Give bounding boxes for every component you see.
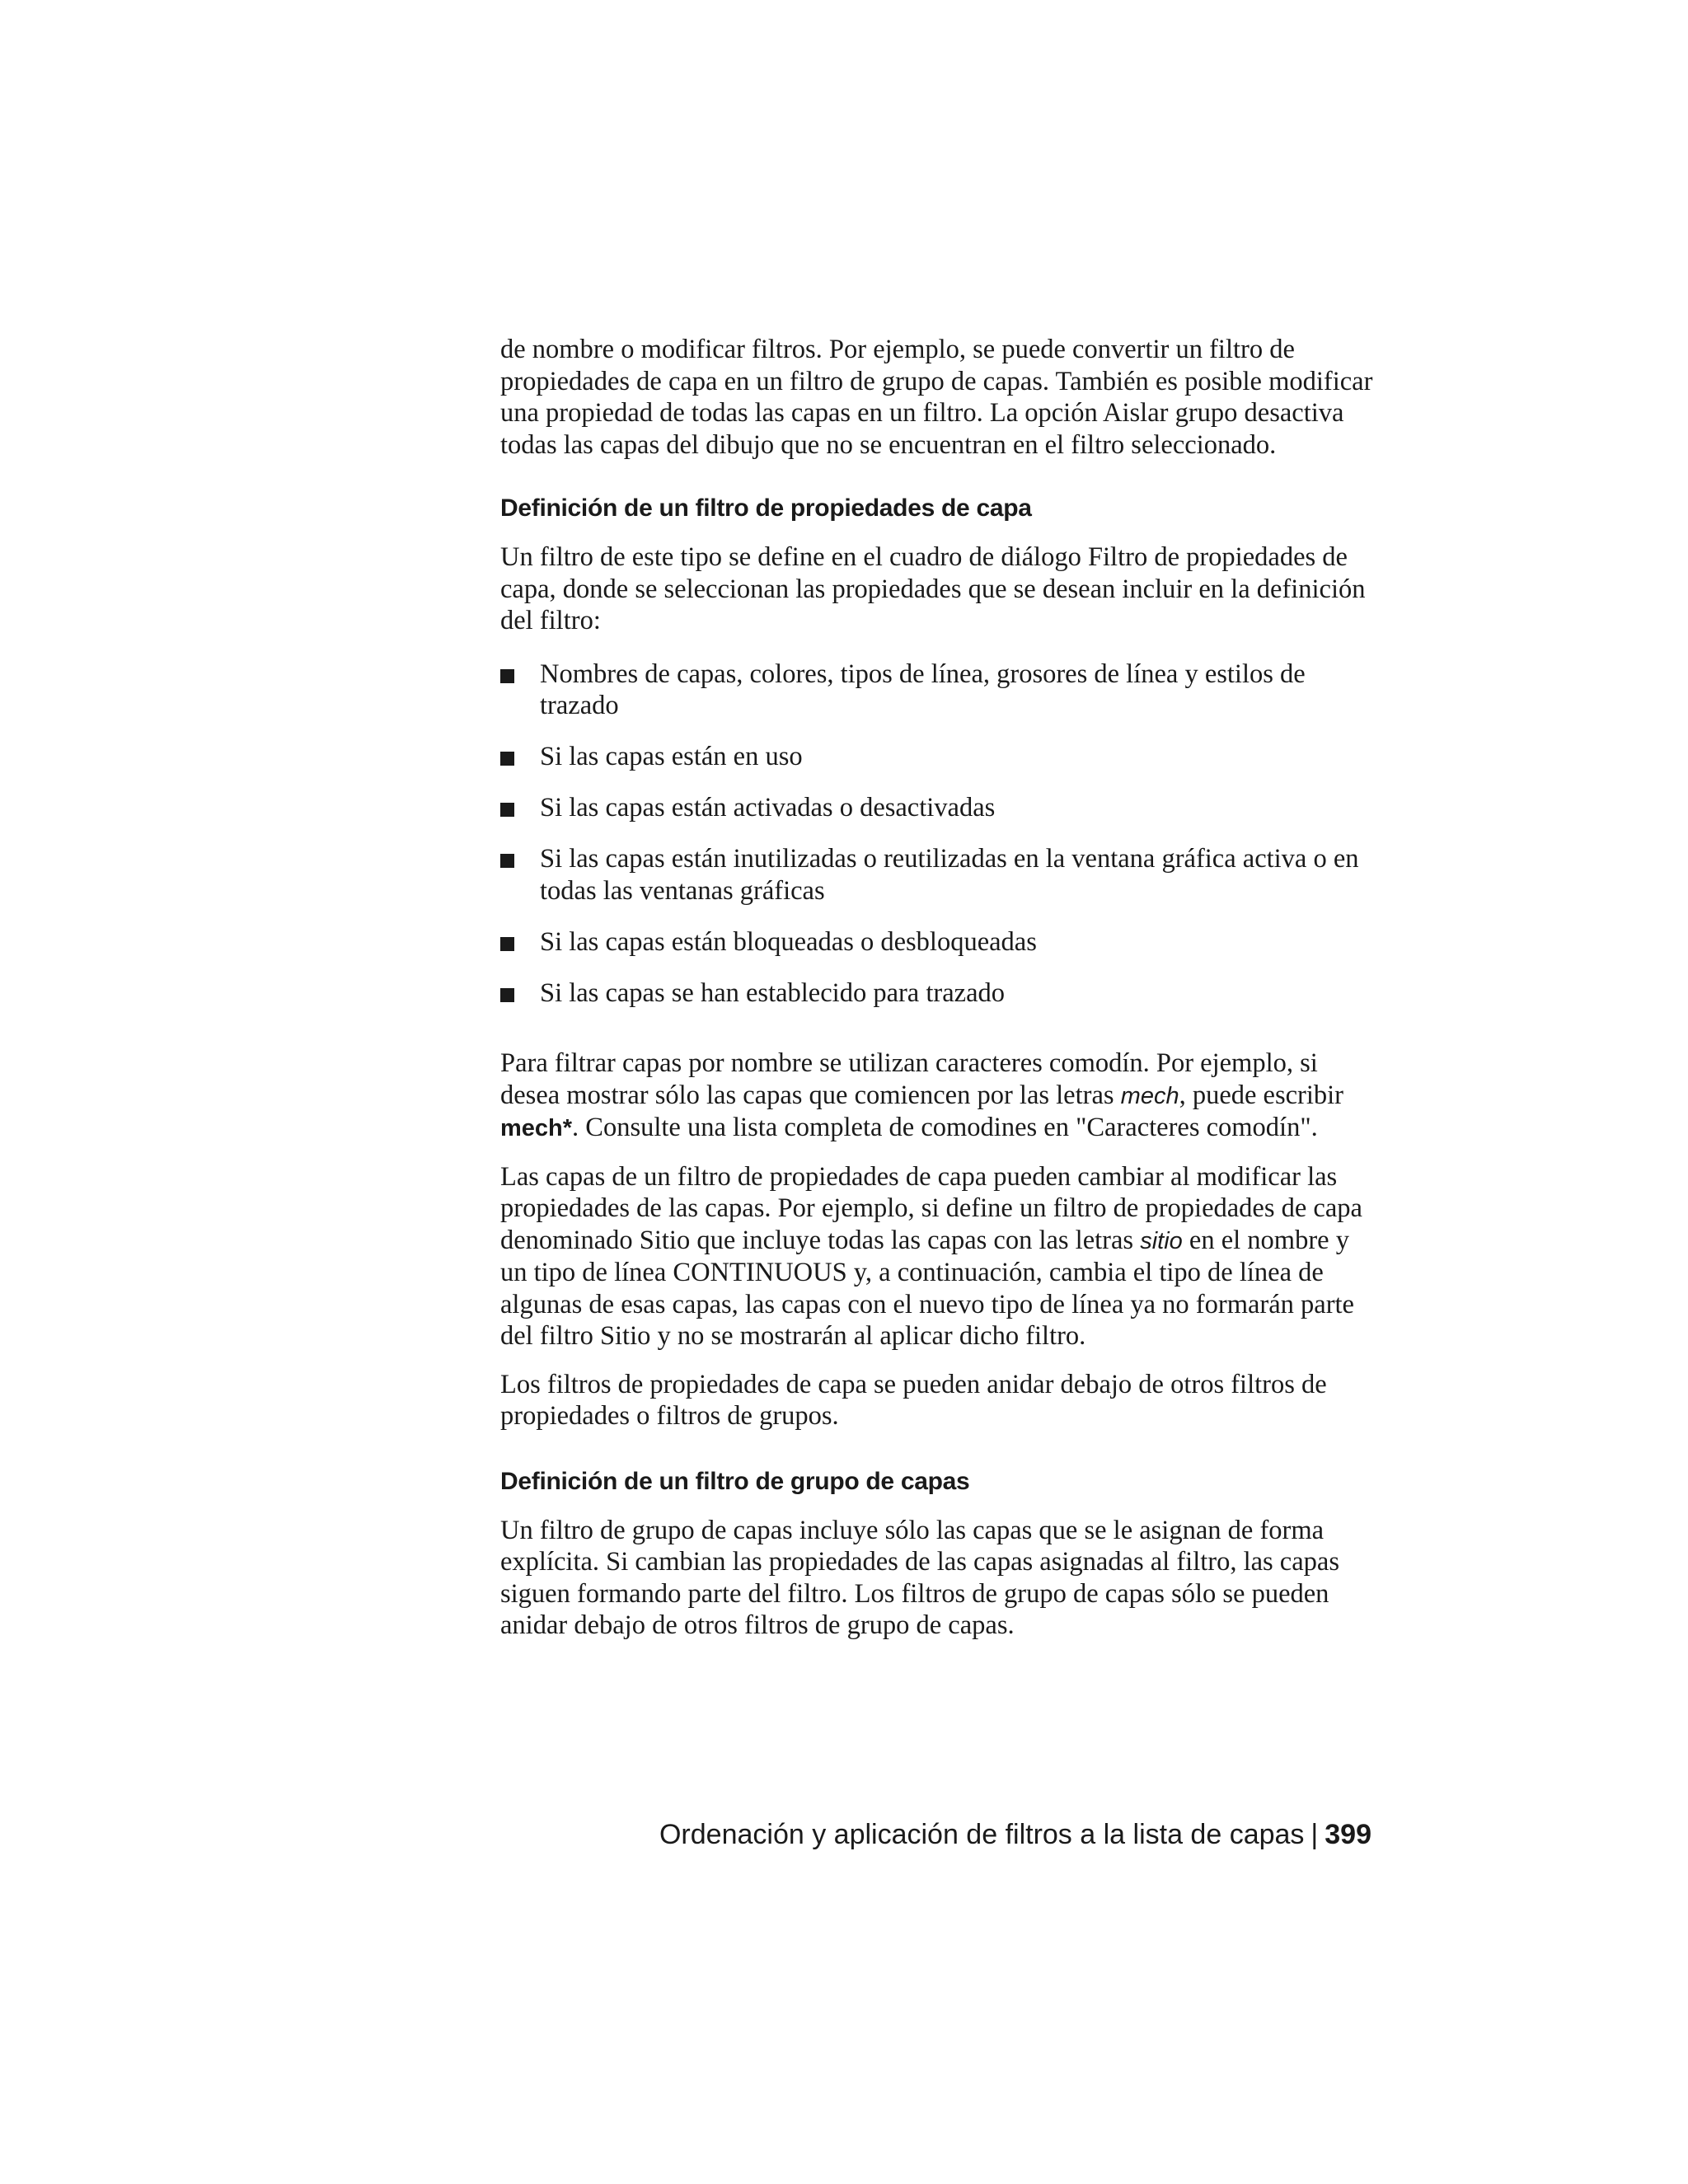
square-bullet-icon bbox=[500, 988, 514, 1002]
square-bullet-icon bbox=[500, 669, 514, 683]
square-bullet-icon bbox=[500, 752, 514, 766]
footer-chapter-title: Ordenación y aplicación de filtros a la lista de capas bbox=[659, 1819, 1305, 1850]
list-item bbox=[500, 741, 1378, 773]
wildcard-text-2: , puede escribir bbox=[1179, 1080, 1344, 1110]
properties-filter-intro: Un filtro de este tipo se define en el cuadro de diálogo Filtro de propiedades de capa, donde se seleccionan las propiedades que se desean incluir en la definición del filtro: bbox=[500, 542, 1366, 635]
wildcard-text-3: . Consulte una lista completa de comodines en "Caracteres comodín". bbox=[572, 1113, 1318, 1142]
page-content bbox=[500, 334, 1378, 1642]
wildcard-example-letters: mech bbox=[1120, 1082, 1179, 1109]
property-change-paragraph bbox=[500, 1161, 1378, 1352]
list-item-text: Si las capas están en uso bbox=[540, 742, 803, 771]
list-item-text: Si las capas están inutilizadas o reutilizadas en la ventana gráfica activa o en todas las ventanas gráficas bbox=[540, 844, 1359, 906]
list-item bbox=[500, 977, 1378, 1010]
list-item-text: Si las capas están bloqueadas o desbloqueadas bbox=[540, 926, 1037, 957]
change-example-letters: sitio bbox=[1140, 1227, 1183, 1254]
square-bullet-icon bbox=[500, 854, 514, 868]
wildcard-paragraph bbox=[500, 1047, 1378, 1145]
page-number: 399 bbox=[1325, 1819, 1372, 1850]
footer-separator: | bbox=[1311, 1819, 1319, 1850]
list-item bbox=[500, 926, 1378, 958]
wildcard-example-input: mech* bbox=[500, 1115, 573, 1141]
wildcard-text-1: Para filtrar capas por nombre se utilizan caracteres comodín. Por ejemplo, si desea mostrar sólo las capas que comiencen por las letras bbox=[500, 1048, 1318, 1110]
square-bullet-icon bbox=[500, 937, 514, 951]
intro-paragraph: de nombre o modificar filtros. Por ejemplo, se puede convertir un filtro de propiedades de capa en un filtro de grupo de capas. También es posible modificar una propiedad de todas las capas en un filtro. La opción Aislar grupo desactiva todas las capas del dibujo que no se encuentran en el filtro seleccionado. bbox=[500, 335, 1373, 460]
list-item-text: Si las capas están activadas o desactivadas bbox=[540, 793, 996, 823]
list-item-text: Nombres de capas, colores, tipos de línea, grosores de línea y estilos de trazado bbox=[540, 658, 1306, 720]
change-text-1: Las capas de un filtro de propiedades de capa pueden cambiar al modificar las propiedades de las capas. Por ejemplo, si define un filtro de propiedades de capa denominado Sitio que incluye todas las capas con las letras bbox=[500, 1161, 1362, 1255]
nesting-paragraph: Los filtros de propiedades de capa se pueden anidar debajo de otros filtros de propiedades o filtros de grupos. bbox=[500, 1369, 1327, 1431]
square-bullet-icon bbox=[500, 803, 514, 817]
section-heading-group-filter: Definición de un filtro de grupo de capas bbox=[500, 1467, 970, 1495]
list-item bbox=[500, 658, 1378, 722]
group-filter-paragraph: Un filtro de grupo de capas incluye sólo las capas que se le asignan de forma explícita. Si cambian las propiedades de las capas asignadas al filtro, las capas siguen formando parte del filtro. Los filtros de grupo de capas sólo se pueden anidar debajo de otros filtros de grupo de capas. bbox=[500, 1515, 1339, 1640]
page-footer bbox=[659, 1817, 1372, 1852]
change-text-2: en el nombre y un tipo de línea CONTINUOUS y, a continuación, cambia el tipo de línea de algunas de esas capas, las capas con el nuevo tipo de línea ya no formarán parte del filtro Sitio y no se mostrarán al aplicar dicho filtro. bbox=[500, 1225, 1354, 1351]
list-item bbox=[500, 843, 1378, 907]
list-item bbox=[500, 792, 1378, 824]
properties-list bbox=[500, 658, 1378, 1010]
list-item-text: Si las capas se han establecido para trazado bbox=[540, 977, 1005, 1008]
section-heading-properties-filter: Definición de un filtro de propiedades de capa bbox=[500, 494, 1032, 522]
